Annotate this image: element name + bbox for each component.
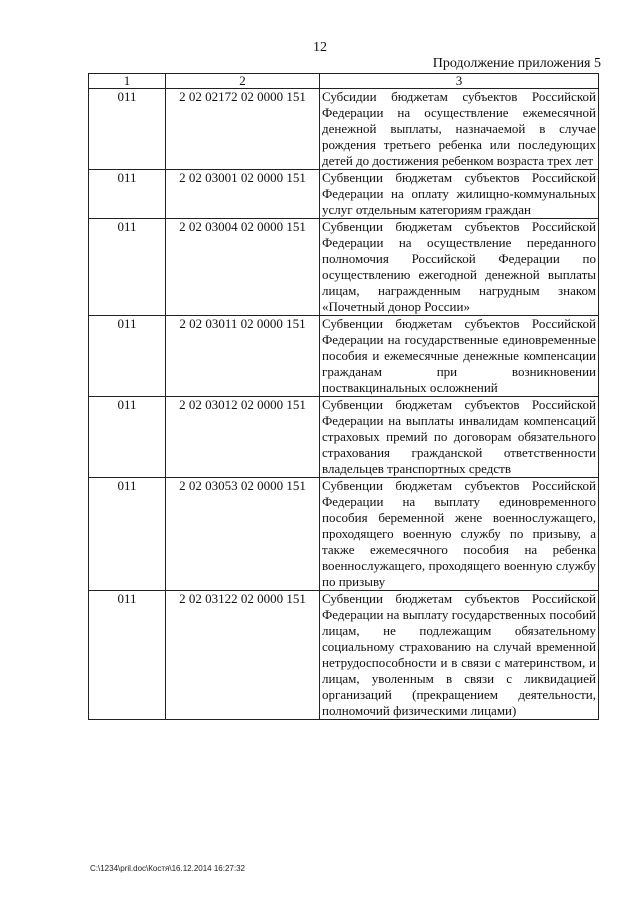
- budget-code-cell: 2 02 03011 02 0000 151: [166, 316, 320, 397]
- table-row: [89, 591, 599, 720]
- revenue-name-cell: Субвенции бюджетам субъектов Российской Федерации на выплату государственных пособий лицам, не подлежащим обязательному социальному страхованию на случай временной нетрудоспособности и в связи с материнством, и лицам, уволенным в связи с ликвидацией организаций (прекращением деятельности, полномочий физическими лицами): [320, 591, 599, 720]
- budget-code-cell: 2 02 03004 02 0000 151: [166, 219, 320, 316]
- table-row: [89, 219, 599, 316]
- admin-code-cell: 011: [89, 219, 166, 316]
- page-number: 12: [313, 40, 327, 55]
- header-col-2: 2: [166, 74, 320, 89]
- table-row: [89, 316, 599, 397]
- table-row: [89, 397, 599, 478]
- revenue-name-cell: Субвенции бюджетам субъектов Российской Федерации на оплату жилищно-коммунальных услуг отдельным категориям граждан: [320, 170, 599, 219]
- footer-file-path: C:\1234\pril.doc\Костя\16.12.2014 16:27:32: [90, 864, 245, 873]
- header-col-1: 1: [89, 74, 166, 89]
- admin-code-cell: 011: [89, 170, 166, 219]
- continuation-label: Продолжение приложения 5: [432, 56, 601, 71]
- admin-code-cell: 011: [89, 397, 166, 478]
- revenue-name-cell: Субсидии бюджетам субъектов Российской Федерации на осуществление ежемесячной денежной выплаты, назначаемой в случае рождения третьего ребенка или последующих детей до достижения ребенком возраста трех лет: [320, 89, 599, 170]
- table-row: [89, 89, 599, 170]
- budget-code-cell: 2 02 03001 02 0000 151: [166, 170, 320, 219]
- table-header-row: [89, 74, 599, 89]
- admin-code-cell: 011: [89, 316, 166, 397]
- revenue-name-cell: Субвенции бюджетам субъектов Российской Федерации на выплаты инвалидам компенсаций страховых премий по договорам обязательного страхования гражданской ответственности владельцев транспортных средств: [320, 397, 599, 478]
- budget-code-cell: 2 02 03053 02 0000 151: [166, 478, 320, 591]
- revenue-name-cell: Субвенции бюджетам субъектов Российской Федерации на выплату единовременного пособия беременной жене военнослужащего, проходящего военную службу по призыву, а также ежемесячного пособия на ребенка военнослужащего, проходящего военную службу по призыву: [320, 478, 599, 591]
- admin-code-cell: 011: [89, 478, 166, 591]
- appendix-table: [88, 73, 599, 720]
- admin-code-cell: 011: [89, 591, 166, 720]
- budget-code-cell: 2 02 03012 02 0000 151: [166, 397, 320, 478]
- revenue-name-cell: Субвенции бюджетам субъектов Российской Федерации на государственные единовременные пособия и ежемесячные денежные компенсации гражданам при возникновении поствакцинальных осложнений: [320, 316, 599, 397]
- header-col-3: 3: [320, 74, 599, 89]
- table-row: [89, 170, 599, 219]
- budget-code-cell: 2 02 03122 02 0000 151: [166, 591, 320, 720]
- admin-code-cell: 011: [89, 89, 166, 170]
- table-row: [89, 478, 599, 591]
- revenue-name-cell: Субвенции бюджетам субъектов Российской Федерации на осуществление переданного полномочия Российской Федерации по осуществлению ежегодной денежной выплаты лицам, награжденным нагрудным знаком «Почетный донор России»: [320, 219, 599, 316]
- budget-code-cell: 2 02 02172 02 0000 151: [166, 89, 320, 170]
